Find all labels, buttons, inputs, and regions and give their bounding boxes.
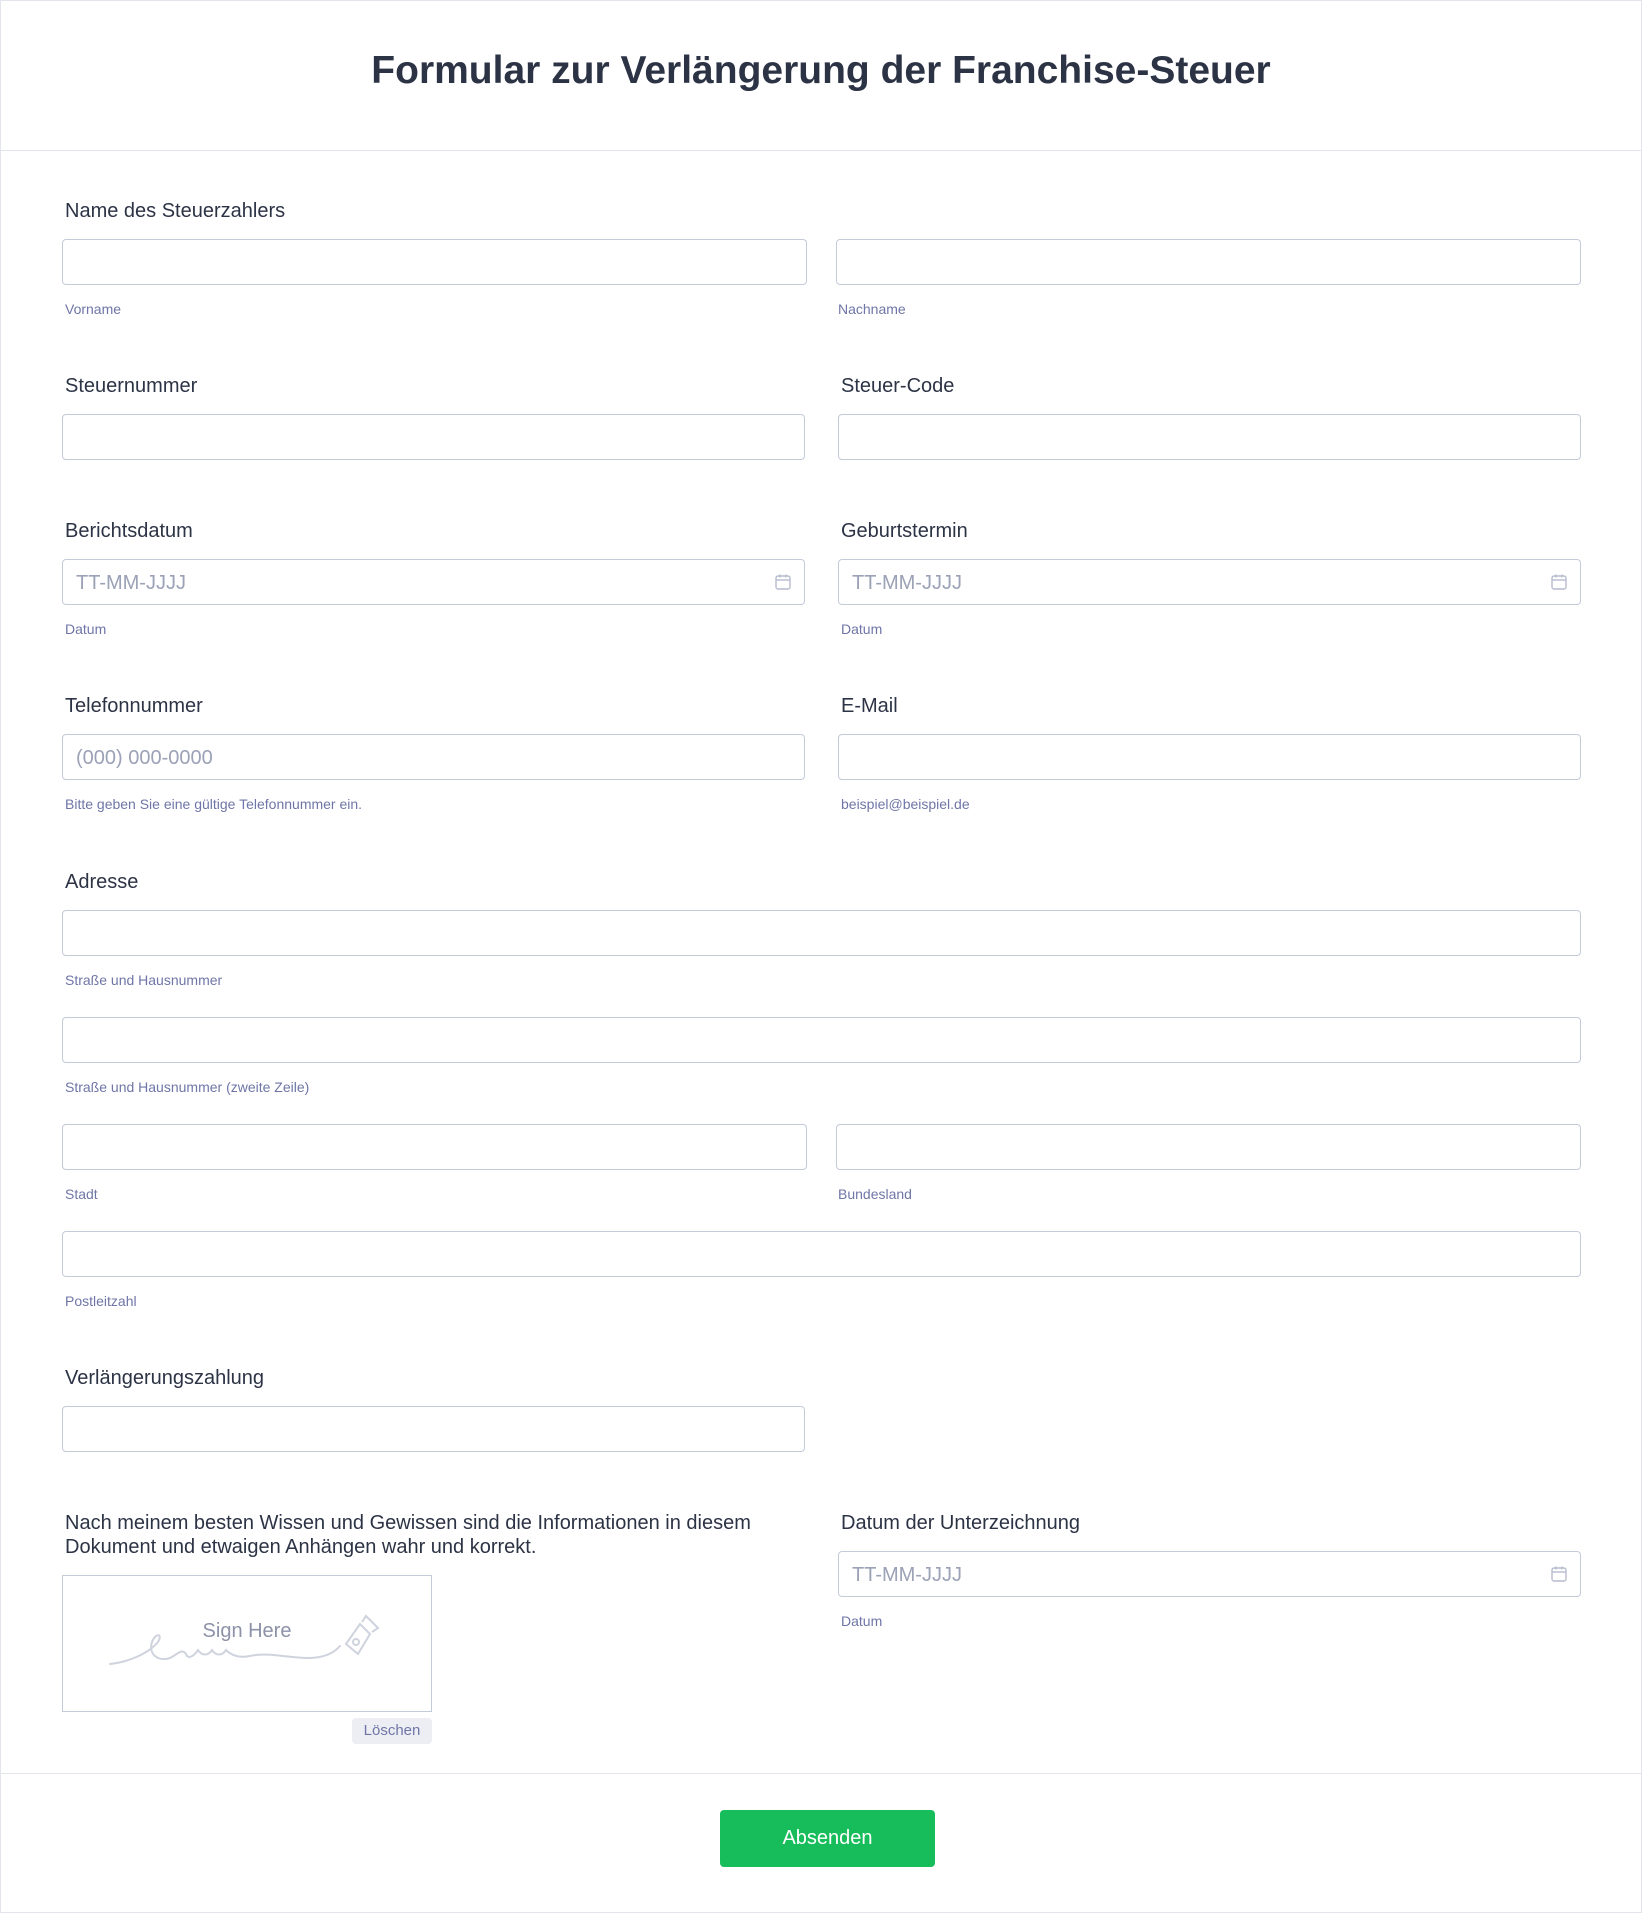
street2-sublabel: Straße und Hausnummer (zweite Zeile) xyxy=(65,1079,310,1095)
phone-input[interactable] xyxy=(62,734,805,780)
calendar-icon[interactable] xyxy=(1550,573,1568,591)
phone-label: Telefonnummer xyxy=(65,695,203,717)
report-date-placeholder: TT-MM-JJJJ xyxy=(76,572,186,594)
email-input[interactable] xyxy=(838,734,1581,780)
phone-sublabel: Bitte geben Sie eine gültige Telefonnummer ein. xyxy=(65,796,363,812)
last-name-input[interactable] xyxy=(836,239,1581,285)
zip-input[interactable] xyxy=(62,1231,1581,1277)
signing-date-label: Datum der Unterzeichnung xyxy=(841,1512,1081,1534)
state-input[interactable] xyxy=(836,1124,1581,1170)
first-name-sublabel: Vorname xyxy=(65,301,122,317)
calendar-icon[interactable] xyxy=(1550,1565,1568,1583)
renewal-payment-label: Verlängerungszahlung xyxy=(65,1367,265,1389)
tax-code-input[interactable] xyxy=(838,414,1581,460)
birth-date-placeholder: TT-MM-JJJJ xyxy=(852,572,962,594)
birth-date-input[interactable] xyxy=(838,559,1581,605)
signing-date-sublabel: Datum xyxy=(841,1613,883,1629)
city-input[interactable] xyxy=(62,1124,807,1170)
submit-button[interactable]: Absenden xyxy=(720,1810,935,1867)
taxpayer-name-label: Name des Steuerzahlers xyxy=(65,200,286,222)
phone-placeholder: (000) 000-0000 xyxy=(76,747,213,769)
calendar-icon[interactable] xyxy=(774,573,792,591)
clear-signature-button[interactable]: Löschen xyxy=(352,1718,432,1744)
address-label: Adresse xyxy=(65,871,139,893)
state-sublabel: Bundesland xyxy=(838,1186,912,1202)
form-title: Formular zur Verlängerung der Franchise-Steuer xyxy=(371,49,1271,92)
last-name-sublabel: Nachname xyxy=(838,301,906,317)
report-date-sublabel: Datum xyxy=(65,621,107,637)
email-label: E-Mail xyxy=(841,695,898,717)
report-date-label: Berichtsdatum xyxy=(65,520,193,542)
birth-date-label: Geburtstermin xyxy=(841,520,968,542)
street-sublabel: Straße und Hausnummer xyxy=(65,972,223,988)
tax-code-label: Steuer-Code xyxy=(841,375,955,397)
tax-number-input[interactable] xyxy=(62,414,805,460)
zip-sublabel: Postleitzahl xyxy=(65,1293,137,1309)
street2-input[interactable] xyxy=(62,1017,1581,1063)
street-input[interactable] xyxy=(62,910,1581,956)
first-name-input[interactable] xyxy=(62,239,807,285)
city-sublabel: Stadt xyxy=(65,1186,98,1202)
renewal-payment-input[interactable] xyxy=(62,1406,805,1452)
report-date-input[interactable] xyxy=(62,559,805,605)
signature-pen-icon xyxy=(108,1614,388,1674)
declaration-label: Nach meinem besten Wissen und Gewissen sind die Informationen in diesem Dokument und etwaigen Anhängen wahr und korrekt. xyxy=(65,1512,751,1558)
signature-pad[interactable] xyxy=(62,1575,432,1712)
email-sublabel: beispiel@beispiel.de xyxy=(841,796,970,812)
sign-here-text: Sign Here xyxy=(202,1620,292,1642)
birth-date-sublabel: Datum xyxy=(841,621,883,637)
signing-date-input[interactable] xyxy=(838,1551,1581,1597)
form-header xyxy=(1,1,1641,151)
tax-number-label: Steuernummer xyxy=(65,375,198,397)
signing-date-placeholder: TT-MM-JJJJ xyxy=(852,1564,962,1586)
